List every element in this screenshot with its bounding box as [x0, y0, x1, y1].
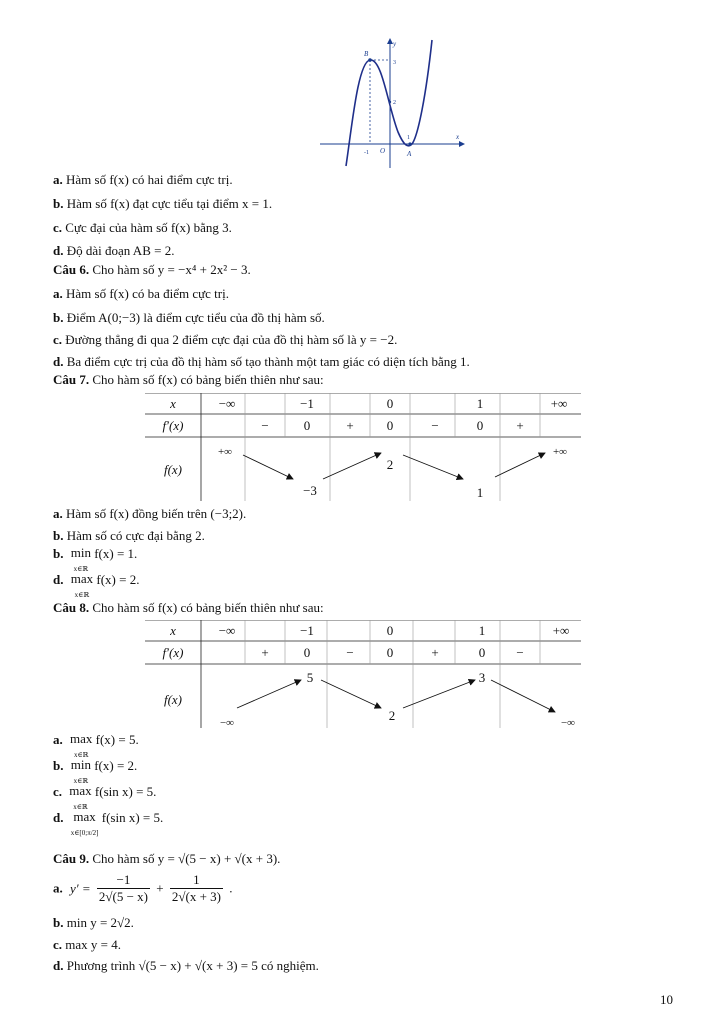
q7-x-val: 1	[476, 396, 484, 411]
q8-sign: 0	[478, 645, 486, 660]
q8-statement-b: b. min x∈ℝ f(x) = 2.	[53, 757, 138, 785]
q7-f-val: −3	[303, 483, 317, 498]
q8-x-val: −∞	[218, 623, 236, 638]
q8-statement-a: a. max x∈ℝ f(x) = 5.	[53, 731, 139, 759]
q7-f-val: +∞	[552, 446, 568, 458]
q8-sign: −	[346, 645, 354, 660]
tick-2: 2	[393, 100, 396, 106]
q7-sign: 0	[476, 418, 484, 433]
q7-f-val: 2	[386, 457, 394, 472]
q7-sign: 0	[303, 418, 311, 433]
q7-statement-a: a. Hàm số f(x) đồng biến trên (−3;2).	[53, 506, 247, 521]
q7-x-val: −1	[300, 396, 314, 411]
q7-sign: −	[431, 418, 439, 433]
q7-header-f: f(x)	[163, 462, 183, 477]
q8-header-x: x	[170, 623, 176, 638]
q8-sign: −	[516, 645, 524, 660]
x-axis-label: x	[456, 133, 460, 141]
q6-statement-d: d. Ba điểm cực trị của đồ thị hàm số tạo thành một tam giác có diện tích bằng 1.	[53, 354, 470, 369]
q6-statement-a: a. Hàm số f(x) có ba điểm cực trị.	[53, 286, 229, 301]
page-number: 10	[660, 992, 673, 1007]
q9-header: Câu 9. Cho hàm số y = √(5 − x) + √(x + 3).	[53, 851, 281, 866]
q8-x-val: 0	[386, 623, 394, 638]
q7-header-fprime: f′(x)	[162, 418, 184, 433]
q7-statement-b: b. Hàm số có cực đại bằng 2.	[53, 528, 205, 543]
q8-x-val: 1	[478, 623, 486, 638]
q5-statement-d: d. Độ dài đoạn AB = 2.	[53, 243, 175, 258]
q7-x-val: +∞	[550, 396, 568, 411]
q8-f-val: −∞	[219, 717, 235, 728]
q8-sign: +	[431, 645, 439, 660]
q6-statement-c: c. Đường thẳng đi qua 2 điểm cực đại của đồ thị hàm số là y = −2.	[53, 332, 398, 347]
q9-statement-a: a. y′ = $\frac{-1}{2√(5 - x)}$ + $\frac{1}{2√(x + 3)}$ .	[53, 872, 233, 904]
q8-statement-d: d. max x∈[0;π/2] f(sin x) = 5.	[53, 809, 164, 837]
q7-sign: −	[261, 418, 269, 433]
q7-header-x: x	[170, 396, 176, 411]
q8-f-val: −∞	[560, 717, 576, 728]
y-axis-label: y	[393, 40, 397, 48]
q8-f-val: 5	[306, 670, 314, 685]
q8-sign: +	[261, 645, 269, 660]
q6-statement-b: b. Điểm A(0;−3) là điểm cực tiểu của đồ thị hàm số.	[53, 310, 325, 325]
q5-statement-a: a. Hàm số f(x) có hai điểm cực trị.	[53, 172, 233, 187]
q7-sign: +	[516, 418, 524, 433]
origin-label: O	[380, 147, 386, 155]
q7-statement-d: d. max x∈ℝ f(x) = 2.	[53, 571, 140, 599]
point-a-label: A	[407, 150, 412, 158]
q7-x-val: 0	[386, 396, 394, 411]
function-graph	[318, 36, 468, 170]
q8-f-val: 2	[388, 708, 396, 723]
q7-f-val: 1	[476, 485, 484, 500]
q8-f-val: 3	[478, 670, 486, 685]
q9-statement-c: c. max y = 4.	[53, 937, 121, 952]
q9-statement-d: d. Phương trình √(5 − x) + √(x + 3) = 5 có nghiệm.	[53, 958, 319, 973]
q8-statement-c: c. max x∈ℝ f(sin x) = 5.	[53, 783, 157, 811]
q8-header: Câu 8. Cho hàm số f(x) có bảng biến thiên như sau:	[53, 600, 324, 615]
q8-x-val: −1	[300, 623, 314, 638]
q8-header-fprime: f′(x)	[162, 645, 184, 660]
q7-f-val: +∞	[217, 446, 233, 458]
q7-header: Câu 7. Cho hàm số f(x) có bảng biến thiên như sau:	[53, 372, 324, 387]
tick-3: 3	[393, 60, 396, 66]
q7-variation-table	[145, 393, 581, 501]
q8-sign: 0	[386, 645, 394, 660]
tick-neg1: -1	[364, 150, 369, 156]
q9-statement-b: b. min y = 2√2.	[53, 915, 134, 930]
q6-header: Câu 6. Cho hàm số y = −x⁴ + 2x² − 3.	[53, 262, 251, 277]
q5-statement-b: b. Hàm số f(x) đạt cực tiểu tại điểm x = 1.	[53, 196, 273, 211]
q8-x-val: +∞	[552, 623, 570, 638]
q7-sign: +	[346, 418, 354, 433]
q7-sign: 0	[386, 418, 394, 433]
q8-variation-table	[145, 620, 581, 728]
q7-statement-c: b. min x∈ℝ f(x) = 1.	[53, 545, 138, 573]
cubic-curve	[346, 40, 432, 166]
q5-statement-c: c. Cực đại của hàm số f(x) bằng 3.	[53, 220, 232, 235]
q7-x-val: −∞	[218, 396, 236, 411]
q8-sign: 0	[303, 645, 311, 660]
point-b-label: B	[364, 50, 369, 58]
tick-1: 1	[407, 135, 410, 141]
q8-header-f: f(x)	[163, 692, 183, 707]
